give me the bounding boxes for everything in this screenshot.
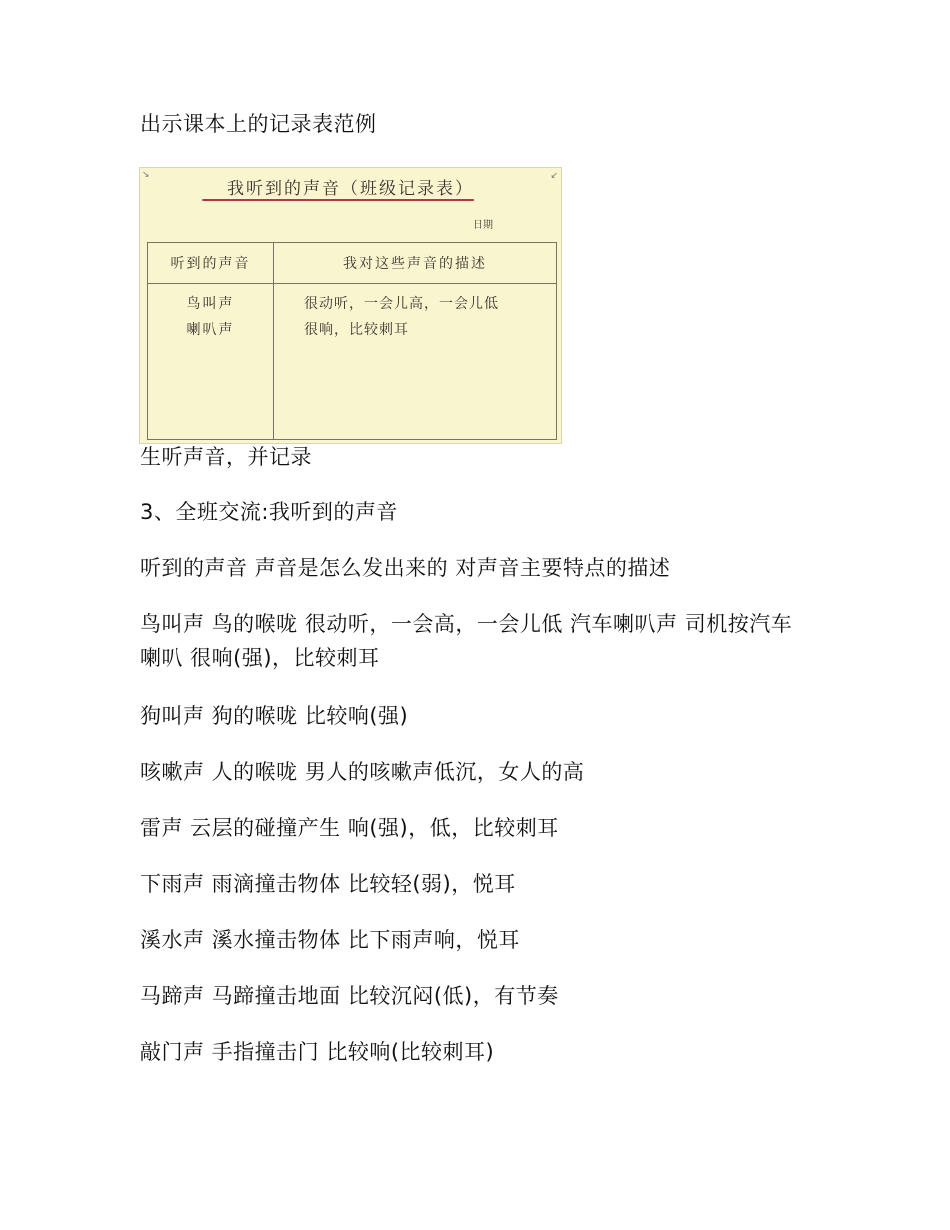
text-line: 听到的声音 声音是怎么发出来的 对声音主要特点的描述 <box>140 556 671 580</box>
record-table <box>147 242 557 440</box>
corner-mark-icon: ↙ <box>550 171 558 181</box>
sound-cell <box>148 284 274 440</box>
text-line: 鸟叫声 鸟的喉咙 很动听，一会高，一会儿低 汽车喇叭声 司机按汽车喇叭 很响(强)，比较刺耳 <box>140 612 793 670</box>
sound-item: 鸟叫声 <box>186 296 235 312</box>
record-table-photo <box>139 167 562 444</box>
figure-title: 我听到的声音（班级记录表） <box>227 179 474 199</box>
table-header-row <box>148 243 557 284</box>
heading-line: 出示课本上的记录表范例 <box>140 112 377 136</box>
title-underline <box>202 199 474 201</box>
sound-item: 喇叭声 <box>186 322 235 338</box>
text-line: 马蹄声 马蹄撞击地面 比较沉闷(低)，有节奏 <box>140 984 559 1008</box>
description-cell <box>274 284 557 440</box>
description-item: 很动听，一会儿高，一会儿低 <box>304 296 499 312</box>
text-line: 3、全班交流:我听到的声音 <box>140 500 398 524</box>
text-line: 生听声音，并记录 <box>140 445 312 469</box>
corner-mark-icon: ↘ <box>142 170 150 180</box>
text-line: 下雨声 雨滴撞击物体 比较轻(弱)，悦耳 <box>140 872 516 896</box>
table-row <box>148 284 557 440</box>
header-sound: 听到的声音 <box>148 243 274 284</box>
description-item: 很响，比较刺耳 <box>304 322 409 338</box>
text-line: 咳嗽声 人的喉咙 男人的咳嗽声低沉，女人的高 <box>140 760 585 784</box>
figure-date-label: 日期 <box>473 220 493 231</box>
header-description: 我对这些声音的描述 <box>274 243 557 284</box>
text-line: 狗叫声 狗的喉咙 比较响(强) <box>140 704 409 728</box>
text-line: 雷声 云层的碰撞产生 响(强)，低，比较刺耳 <box>140 816 559 840</box>
text-line: 溪水声 溪水撞击物体 比下雨声响，悦耳 <box>140 928 520 952</box>
text-line: 敲门声 手指撞击门 比较响(比较刺耳) <box>140 1040 495 1064</box>
